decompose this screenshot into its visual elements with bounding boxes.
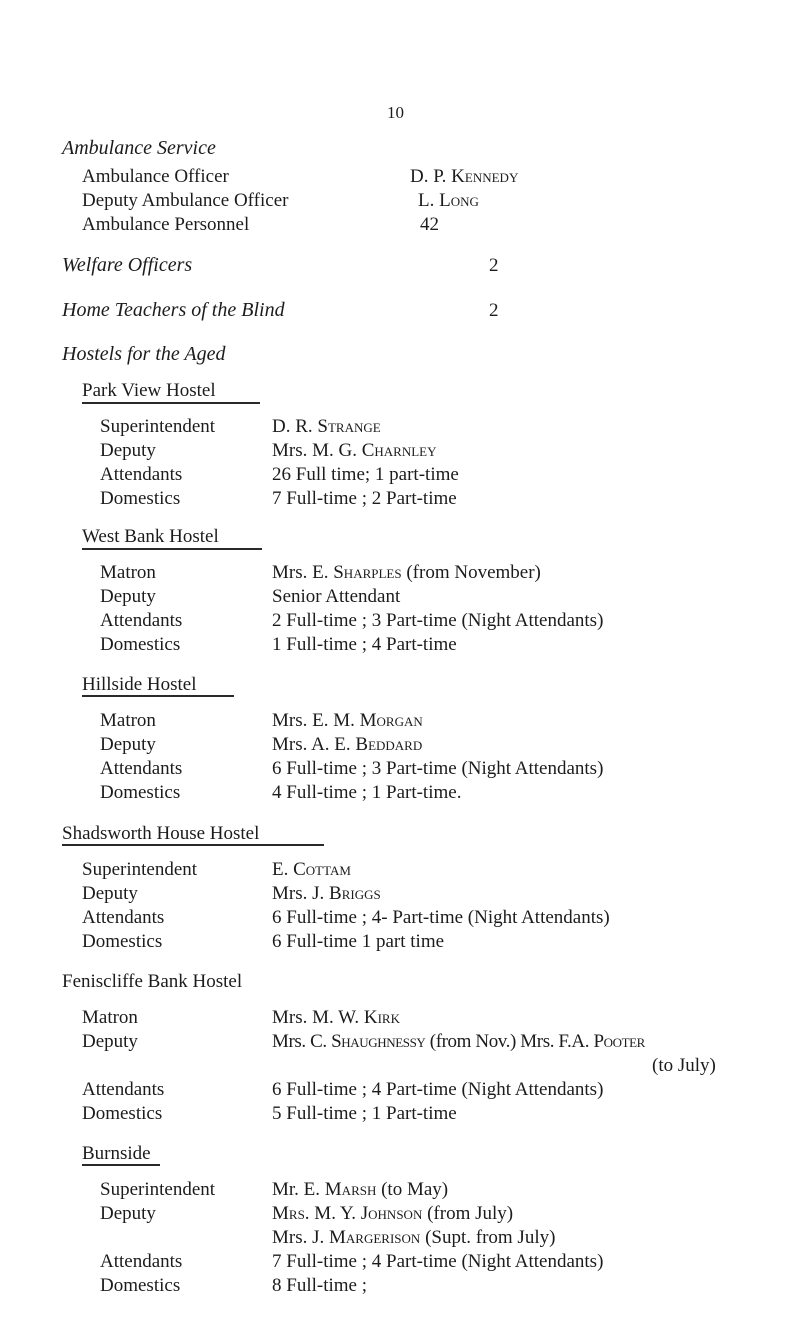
home-teachers-value: 2 — [489, 300, 499, 321]
hillside-domestics-label: Domestics — [100, 782, 181, 803]
name2: Pooter — [593, 1031, 645, 1052]
name: Beddard — [355, 734, 423, 755]
prefix: Mrs. A. E. — [272, 734, 351, 755]
ambulance-personnel-value: 42 — [420, 214, 439, 235]
feniscliffe-attendants-label: Attendants — [82, 1079, 165, 1100]
burnside-deputy-value — [272, 1204, 513, 1223]
park-view-attendants-value: 26 Full time; 1 part-time — [272, 464, 459, 485]
welfare-officers-value: 2 — [489, 255, 499, 276]
park-view-superintendent-label: Superintendent — [100, 416, 216, 437]
feniscliffe-attendants-value: 6 Full-time ; 4 Part-time (Night Attendants) — [272, 1079, 604, 1100]
ambulance-officer-label: Ambulance Officer — [82, 166, 229, 187]
deputy-ambulance-officer-label: Deputy Ambulance Officer — [82, 190, 289, 211]
park-view-attendants-label: Attendants — [100, 464, 183, 485]
suffix: (to May) — [381, 1179, 449, 1200]
feniscliffe-matron-value — [272, 1008, 400, 1027]
prefix: Mrs. M. G. — [272, 440, 357, 461]
feniscliffe-matron-label: Matron — [82, 1007, 138, 1028]
hillside-deputy-value — [272, 735, 422, 754]
prefix: Mrs. J. — [272, 1227, 325, 1248]
west-bank-deputy-value: Senior Attendant — [272, 586, 401, 607]
name: D. R. Strange — [272, 416, 381, 437]
suffix: (Supt. from July) — [425, 1227, 556, 1248]
name: Briggs — [329, 883, 381, 904]
feniscliffe-title: Feniscliffe Bank Hostel — [62, 971, 243, 992]
park-view-underline — [82, 402, 260, 404]
hillside-deputy-label: Deputy — [100, 734, 156, 755]
shadsworth-attendants-label: Attendants — [82, 907, 165, 928]
burnside-attendants-label: Attendants — [100, 1251, 183, 1272]
hillside-title: Hillside Hostel — [82, 674, 197, 695]
prefix: Mrs. E. M. — [272, 710, 355, 731]
feniscliffe-deputy-label: Deputy — [82, 1031, 138, 1052]
park-view-domestics-value: 7 Full-time ; 2 Part-time — [272, 488, 457, 509]
name: Charnley — [361, 440, 437, 461]
west-bank-title: West Bank Hostel — [82, 526, 219, 547]
burnside-superintendent-value — [272, 1180, 448, 1199]
burnside-domestics-value: 8 Full-time ; — [272, 1275, 367, 1296]
hillside-matron-label: Matron — [100, 710, 156, 731]
shadsworth-domestics-label: Domestics — [82, 931, 163, 952]
feniscliffe-domestics-value: 5 Full-time ; 1 Part-time — [272, 1103, 457, 1124]
west-bank-domestics-value: 1 Full-time ; 4 Part-time — [272, 634, 457, 655]
shadsworth-superintendent-label: Superintendent — [82, 859, 198, 880]
hillside-attendants-value: 6 Full-time ; 3 Part-time (Night Attendants) — [272, 758, 604, 779]
feniscliffe-domestics-label: Domestics — [82, 1103, 163, 1124]
hillside-matron-value — [272, 711, 423, 730]
burnside-underline — [82, 1164, 160, 1166]
park-view-title: Park View Hostel — [82, 380, 216, 401]
park-view-superintendent-value — [272, 417, 381, 436]
shadsworth-deputy-value — [272, 884, 381, 903]
shadsworth-domestics-value: 6 Full-time 1 part time — [272, 931, 445, 952]
park-view-deputy-value — [272, 441, 437, 460]
suffix: (from July) — [427, 1203, 514, 1224]
name: Shaughnessy — [331, 1031, 426, 1052]
name: Kirk — [363, 1007, 400, 1028]
west-bank-underline — [82, 548, 262, 550]
shadsworth-attendants-value: 6 Full-time ; 4- Part-time (Night Attendants) — [272, 907, 610, 928]
welfare-officers-label: Welfare Officers — [62, 254, 193, 276]
name: Sharples — [333, 562, 402, 583]
west-bank-attendants-label: Attendants — [100, 610, 183, 631]
prefix: Mrs. E. — [272, 562, 329, 583]
name: Marsh — [324, 1179, 377, 1200]
name: Johnson — [360, 1203, 423, 1224]
west-bank-attendants-value: 2 Full-time ; 3 Part-time (Night Attendants) — [272, 610, 604, 631]
home-teachers-label: Home Teachers of the Blind — [62, 299, 285, 321]
west-bank-matron-label: Matron — [100, 562, 156, 583]
hillside-attendants-label: Attendants — [100, 758, 183, 779]
name: Cottam — [293, 859, 351, 880]
suffix: (from November) — [406, 562, 541, 583]
prefix: E. — [272, 859, 289, 880]
shadsworth-title: Shadsworth House Hostel — [62, 823, 260, 844]
hostels-heading: Hostels for the Aged — [62, 343, 226, 365]
west-bank-matron-value — [272, 563, 541, 582]
shadsworth-underline — [62, 844, 324, 846]
west-bank-deputy-label: Deputy — [100, 586, 156, 607]
park-view-domestics-label: Domestics — [100, 488, 181, 509]
prefix: Mrs. J. — [272, 883, 325, 904]
feniscliffe-deputy-continuation: (to July) — [652, 1055, 716, 1076]
prefix: M. Y. — [314, 1203, 357, 1224]
burnside-domestics-label: Domestics — [100, 1275, 181, 1296]
burnside-deputy-second-value — [272, 1228, 555, 1247]
prefix: Mrs. M. W. — [272, 1007, 360, 1028]
burnside-deputy-label: Deputy — [100, 1203, 156, 1224]
prefix: Mrs. C. — [272, 1031, 327, 1052]
ambulance-heading: Ambulance Service — [62, 137, 216, 159]
title: Mrs. — [272, 1203, 310, 1224]
page-number: 10 — [387, 103, 404, 122]
park-view-deputy-label: Deputy — [100, 440, 156, 461]
burnside-title: Burnside — [82, 1143, 151, 1164]
hillside-domestics-value: 4 Full-time ; 1 Part-time. — [272, 782, 462, 803]
burnside-superintendent-label: Superintendent — [100, 1179, 216, 1200]
name: Morgan — [359, 710, 423, 731]
feniscliffe-deputy-value — [272, 1032, 645, 1051]
name: Margerison — [329, 1227, 421, 1248]
burnside-attendants-value: 7 Full-time ; 4 Part-time (Night Attendants) — [272, 1251, 604, 1272]
hillside-underline — [82, 695, 234, 697]
prefix: Mr. E. — [272, 1179, 321, 1200]
west-bank-domestics-label: Domestics — [100, 634, 181, 655]
shadsworth-superintendent-value — [272, 860, 351, 879]
shadsworth-deputy-label: Deputy — [82, 883, 138, 904]
ambulance-officer-value: D. P. Kennedy — [410, 166, 519, 187]
mid: (from Nov.) Mrs. F.A. — [429, 1031, 590, 1052]
deputy-ambulance-officer-value: L. Long — [418, 190, 479, 211]
ambulance-personnel-label: Ambulance Personnel — [82, 214, 250, 235]
